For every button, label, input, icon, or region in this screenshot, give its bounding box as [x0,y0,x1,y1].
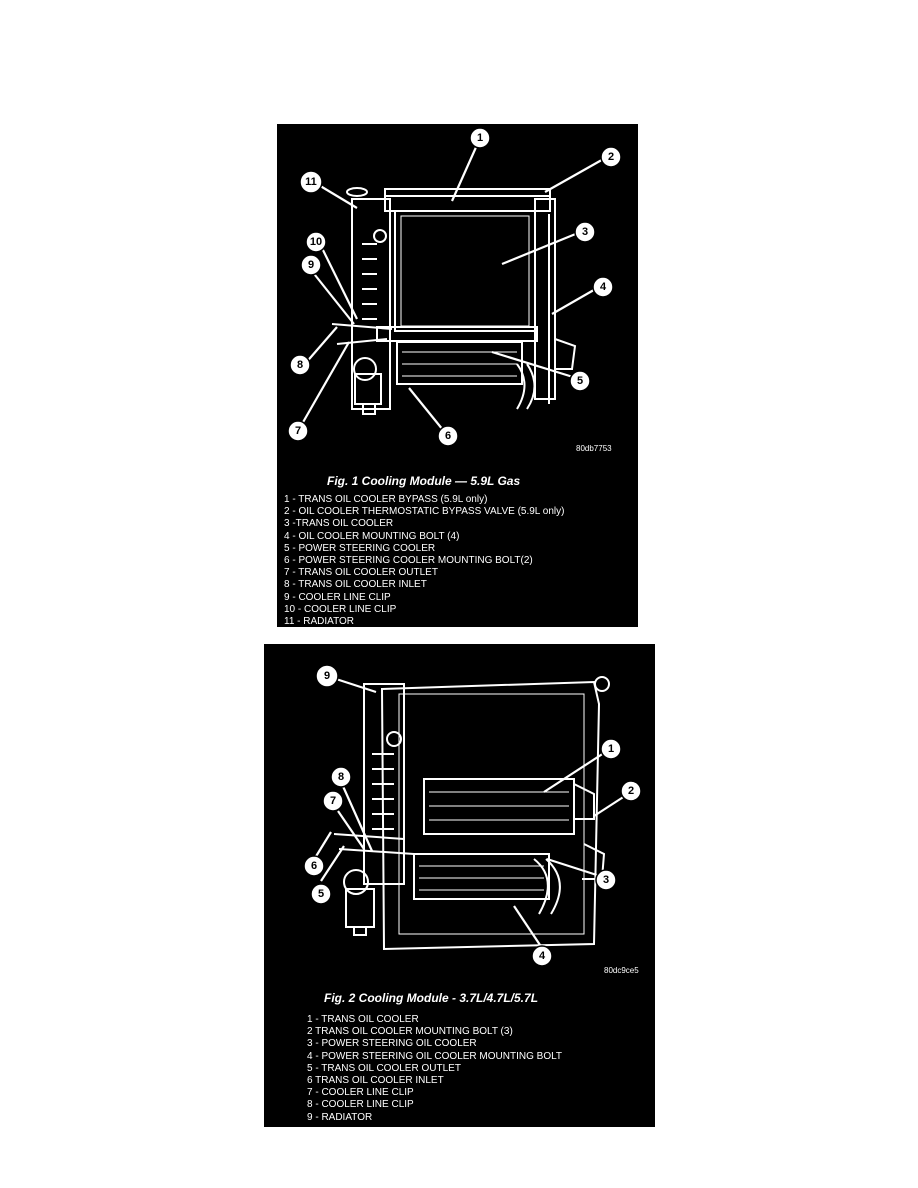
svg-text:6: 6 [310,860,318,872]
svg-text:10: 10 [309,236,323,248]
svg-text:1: 1 [476,132,484,144]
legend-item: 8 - TRANS OIL COOLER INLET [284,579,427,591]
svg-text:6: 6 [444,430,452,442]
legend-item: 4 - POWER STEERING OIL COOLER MOUNTING BOLT [307,1050,563,1062]
legend-item: 1 - TRANS OIL COOLER [307,1014,419,1025]
callout-1 [470,128,490,148]
svg-text:9: 9 [323,670,331,682]
figure-code: 80db7753 [576,444,612,453]
callout-11 [300,171,322,193]
callout-7 [323,791,343,811]
legend-item: 5 - POWER STEERING COOLER [284,542,436,554]
svg-text:5: 5 [576,375,584,387]
legend-item: 9 - RADIATOR [307,1111,373,1123]
callout-6 [304,856,324,876]
legend-item: 3 - POWER STEERING OIL COOLER [307,1038,477,1050]
legend-item: 1 - TRANS OIL COOLER BYPASS (5.9L only) [284,494,488,505]
legend-item: 10 - COOLER LINE CLIP [284,603,397,615]
callout-6 [438,426,458,446]
callout-9 [316,665,338,687]
legend-list [284,494,564,628]
callout-3 [575,222,595,242]
svg-text:2: 2 [627,785,635,797]
figure-title: Fig. 1 Cooling Module — 5.9L Gas [327,474,521,488]
svg-text:11: 11 [305,176,317,188]
callout-7 [288,421,308,441]
svg-text:9: 9 [307,259,315,271]
svg-text:1: 1 [607,743,615,755]
callout-4 [532,946,552,966]
svg-text:2: 2 [607,151,615,163]
legend-item: 2 - OIL COOLER THERMOSTATIC BYPASS VALVE (5.9L only) [284,506,565,518]
svg-text:8: 8 [296,359,304,371]
callout-2 [601,147,621,167]
callout-8 [331,767,351,787]
callout-10 [306,232,326,252]
legend-item: 9 - COOLER LINE CLIP [284,591,391,603]
svg-text:4: 4 [538,950,546,962]
figure-2 [264,644,655,1127]
svg-text:7: 7 [294,425,302,437]
svg-text:4: 4 [599,281,607,293]
legend-item: 2 TRANS OIL COOLER MOUNTING BOLT (3) [307,1026,513,1038]
figure-title: Fig. 2 Cooling Module - 3.7L/4.7L/5.7L [324,991,539,1005]
svg-text:7: 7 [329,795,337,807]
legend-item: 11 - RADIATOR [284,616,355,628]
legend-item: 3 -TRANS OIL COOLER [284,518,394,530]
legend-item: 6 - POWER STEERING COOLER MOUNTING BOLT(2) [284,555,533,567]
legend-item: 7 - TRANS OIL COOLER OUTLET [284,567,438,579]
callout-2 [621,781,641,801]
callout-9 [301,255,321,275]
svg-text:5: 5 [317,888,325,900]
svg-text:3: 3 [581,226,589,238]
callout-3 [596,870,616,890]
legend-item: 6 TRANS OIL COOLER INLET [307,1075,444,1087]
legend-item: 5 - TRANS OIL COOLER OUTLET [307,1062,461,1074]
figure-1 [277,124,638,627]
legend-list [307,1014,562,1124]
callout-8 [290,355,310,375]
callout-5 [570,371,590,391]
callout-1 [601,739,621,759]
cooling-module-diagram-1 [277,124,638,464]
legend-item: 7 - COOLER LINE CLIP [307,1087,414,1099]
legend-item: 4 - OIL COOLER MOUNTING BOLT (4) [284,530,460,542]
cooling-module-diagram-2 [264,644,655,984]
legend-item: 8 - COOLER LINE CLIP [307,1099,414,1111]
svg-text:3: 3 [602,874,610,886]
figure-code: 80dc9ce5 [604,966,639,975]
callout-4 [593,277,613,297]
svg-text:8: 8 [337,771,345,783]
callout-5 [311,884,331,904]
